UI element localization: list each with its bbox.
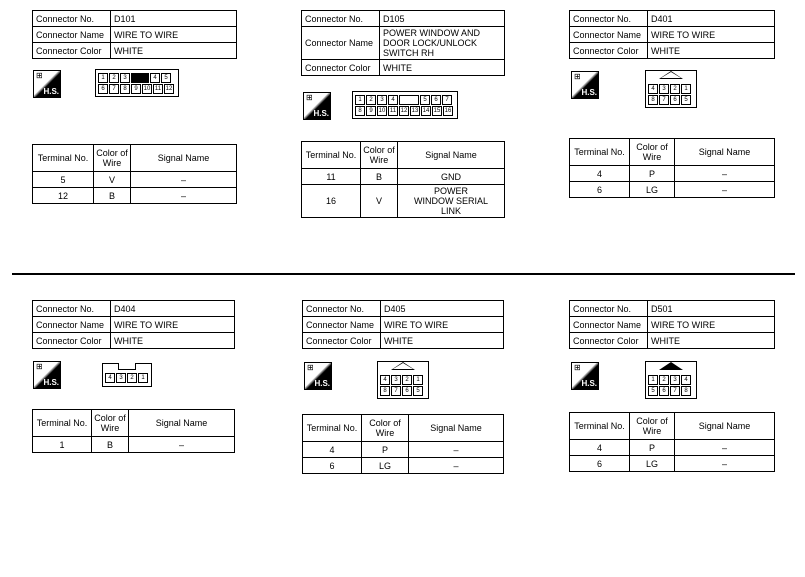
key-pin	[131, 73, 149, 83]
table-row	[302, 169, 505, 185]
pin: 4	[648, 84, 658, 94]
connector-no-value: D101	[111, 11, 237, 27]
pin: 7	[659, 95, 669, 105]
terminal-no-cell: 4	[303, 442, 362, 458]
pin: 2	[659, 375, 669, 385]
harness-side-icon	[571, 71, 599, 99]
connector-name-value: WIRE TO WIRE	[648, 27, 775, 43]
color-of-wire-header: Color of Wire	[94, 145, 131, 172]
terminal-table-d401-wrap	[569, 138, 775, 198]
connector-no-value: D405	[381, 301, 504, 317]
pin: 3	[391, 375, 401, 385]
pin: 6	[659, 386, 669, 396]
connector-block-d501	[569, 300, 775, 349]
pin: 13	[411, 108, 419, 114]
connector-color-value: WHITE	[648, 333, 775, 349]
signal-name-cell: GND	[398, 169, 505, 185]
pin: 7	[391, 386, 401, 396]
pin: 10	[378, 108, 386, 114]
terminal-no-cell: 6	[570, 456, 630, 472]
connector-name-label: Connector Name	[570, 317, 648, 333]
pin: 2	[670, 84, 680, 94]
connector-name-label: Connector Name	[33, 27, 111, 43]
table-row	[570, 166, 775, 182]
color-of-wire-header: Color of Wire	[630, 413, 675, 440]
pin: 3	[377, 95, 387, 105]
connector-color-value: WHITE	[648, 43, 775, 59]
connector-glyph-icon: ⊞	[306, 93, 313, 102]
pin: 2	[366, 95, 376, 105]
connector-info-table	[569, 10, 775, 59]
pin: 6	[402, 386, 412, 396]
wire-color-cell: P	[630, 166, 675, 182]
connector-glyph-icon: ⊞	[307, 363, 314, 372]
harness-side-icon	[571, 362, 599, 390]
connector-name-value: WIRE TO WIRE	[648, 317, 775, 333]
wire-color-cell: LG	[362, 458, 409, 474]
connector-no-value: D404	[111, 301, 235, 317]
connector-name-label: Connector Name	[33, 317, 111, 333]
hs-label: H.S.	[581, 379, 597, 388]
color-of-wire-header: Color of Wire	[362, 415, 409, 442]
table-row	[303, 458, 504, 474]
connector-no-value: D501	[648, 301, 775, 317]
pin: 2	[402, 375, 412, 385]
pin: 8	[380, 386, 390, 396]
pin: 3	[670, 375, 680, 385]
signal-name-header: Signal Name	[409, 415, 504, 442]
pin: 9	[366, 106, 376, 116]
terminal-no-cell: 1	[33, 437, 92, 453]
pin: 14	[422, 108, 430, 114]
wire-color-cell: B	[94, 188, 131, 204]
terminal-table	[32, 409, 235, 453]
terminal-table-d405-wrap	[302, 414, 504, 474]
wire-color-cell: V	[94, 172, 131, 188]
pin: 2	[109, 73, 119, 83]
pin: 1	[413, 375, 423, 385]
signal-name-cell: –	[409, 458, 504, 474]
terminal-table-d501-wrap	[569, 412, 775, 472]
connector-block-d101	[32, 10, 237, 59]
pin: 7	[670, 386, 680, 396]
terminal-no-cell: 4	[570, 440, 630, 456]
signal-name-cell: –	[131, 188, 237, 204]
wire-color-cell: LG	[630, 456, 675, 472]
signal-name-cell: –	[675, 456, 775, 472]
terminal-no-cell: 6	[303, 458, 362, 474]
terminal-no-header: Terminal No.	[302, 142, 361, 169]
terminal-no-cell: 6	[570, 182, 630, 198]
pin: 8	[355, 106, 365, 116]
terminal-no-cell: 12	[33, 188, 94, 204]
latch-icon	[391, 362, 415, 370]
connector-block-d401	[569, 10, 775, 59]
connector-glyph-icon: ⊞	[36, 71, 43, 80]
latch-icon	[659, 362, 683, 370]
connector-color-label: Connector Color	[570, 43, 648, 59]
signal-name-cell: –	[675, 166, 775, 182]
wire-color-cell: P	[630, 440, 675, 456]
connector-glyph-icon: ⊞	[36, 362, 43, 371]
connector-name-label: Connector Name	[303, 317, 381, 333]
connector-no-label: Connector No.	[570, 301, 648, 317]
terminal-no-cell: 16	[302, 185, 361, 218]
pin: 12	[165, 86, 173, 92]
table-row	[33, 437, 235, 453]
wire-color-cell: B	[361, 169, 398, 185]
color-of-wire-header: Color of Wire	[361, 142, 398, 169]
pin: 10	[143, 86, 151, 92]
pin: 7	[442, 95, 452, 105]
connector-name-label: Connector Name	[302, 27, 380, 60]
connector-no-label: Connector No.	[570, 11, 648, 27]
connector-color-value: WHITE	[111, 333, 235, 349]
harness-side-icon	[304, 362, 332, 390]
pin: 3	[116, 373, 126, 383]
hs-label: H.S.	[581, 88, 597, 97]
terminal-table-d101-wrap	[32, 144, 237, 204]
pin: 15	[433, 108, 441, 114]
signal-name-header: Signal Name	[131, 145, 237, 172]
terminal-no-cell: 5	[33, 172, 94, 188]
connector-color-label: Connector Color	[303, 333, 381, 349]
terminal-no-header: Terminal No.	[570, 413, 630, 440]
pin: 4	[380, 375, 390, 385]
connector-color-label: Connector Color	[302, 60, 380, 76]
connector-name-value: WIRE TO WIRE	[381, 317, 504, 333]
terminal-no-cell: 11	[302, 169, 361, 185]
signal-name-cell: –	[675, 440, 775, 456]
pin: 4	[105, 373, 115, 383]
connector-color-value: WHITE	[380, 60, 505, 76]
table-row	[303, 442, 504, 458]
pin: 5	[413, 386, 423, 396]
pin: 4	[388, 95, 398, 105]
connector-face-diagram	[102, 363, 152, 387]
terminal-table-d404-wrap	[32, 409, 235, 453]
connector-face-diagram	[95, 69, 179, 97]
hs-label: H.S.	[43, 378, 59, 387]
connector-name-value: POWER WINDOW AND DOOR LOCK/UNLOCK SWITCH RH	[380, 27, 505, 60]
connector-name-label: Connector Name	[570, 27, 648, 43]
pin: 1	[98, 73, 108, 83]
terminal-no-header: Terminal No.	[33, 410, 92, 437]
terminal-table	[569, 138, 775, 198]
connector-face-diagram	[352, 91, 458, 119]
table-row	[570, 456, 775, 472]
pin: 2	[127, 373, 137, 383]
latch-icon	[118, 363, 136, 370]
pin: 6	[431, 95, 441, 105]
signal-name-cell: –	[129, 437, 235, 453]
harness-side-icon	[303, 92, 331, 120]
pin: 1	[138, 373, 148, 383]
wire-color-cell: B	[92, 437, 129, 453]
pin: 5	[420, 95, 430, 105]
connector-color-label: Connector Color	[570, 333, 648, 349]
harness-side-icon	[33, 70, 61, 98]
pin: 16	[444, 108, 452, 114]
table-row	[33, 188, 237, 204]
connector-block-d404	[32, 300, 235, 349]
signal-name-cell: –	[131, 172, 237, 188]
terminal-no-header: Terminal No.	[33, 145, 94, 172]
pin: 1	[355, 95, 365, 105]
table-row	[570, 440, 775, 456]
pin: 3	[659, 84, 669, 94]
terminal-table-d105-wrap	[301, 141, 505, 218]
pin: 11	[389, 108, 397, 114]
connector-name-value: WIRE TO WIRE	[111, 27, 237, 43]
key-slot	[399, 95, 419, 105]
connector-block-d105	[301, 10, 505, 76]
table-row	[570, 182, 775, 198]
connector-info-table	[301, 10, 505, 76]
connector-color-label: Connector Color	[33, 333, 111, 349]
hs-label: H.S.	[313, 109, 329, 118]
table-row	[302, 185, 505, 218]
connector-info-table	[302, 300, 504, 349]
terminal-table	[302, 414, 504, 474]
pin: 3	[120, 73, 130, 83]
connector-info-table	[32, 300, 235, 349]
connector-color-label: Connector Color	[33, 43, 111, 59]
connector-glyph-icon: ⊞	[574, 363, 581, 372]
terminal-table	[301, 141, 505, 218]
hs-label: H.S.	[43, 87, 59, 96]
connector-block-d405	[302, 300, 504, 349]
pin: 4	[681, 375, 691, 385]
pin: 7	[109, 84, 119, 94]
pin: 6	[98, 84, 108, 94]
signal-name-cell: –	[409, 442, 504, 458]
connector-face-diagram	[645, 70, 697, 108]
signal-name-cell: –	[675, 182, 775, 198]
color-of-wire-header: Color of Wire	[92, 410, 129, 437]
pin: 1	[648, 375, 658, 385]
connector-no-value: D401	[648, 11, 775, 27]
pin: 4	[150, 73, 160, 83]
terminal-no-header: Terminal No.	[303, 415, 362, 442]
connector-face-diagram	[377, 361, 429, 399]
connector-info-table	[569, 300, 775, 349]
connector-no-value: D105	[380, 11, 505, 27]
hs-label: H.S.	[314, 379, 330, 388]
latch-icon	[659, 71, 683, 79]
signal-name-cell: POWER WINDOW SERIAL LINK	[398, 185, 505, 218]
signal-name-header: Signal Name	[398, 142, 505, 169]
connector-no-label: Connector No.	[33, 11, 111, 27]
pin: 1	[681, 84, 691, 94]
section-divider	[12, 273, 795, 275]
terminal-no-header: Terminal No.	[570, 139, 630, 166]
pin: 8	[120, 84, 130, 94]
terminal-no-cell: 4	[570, 166, 630, 182]
wire-color-cell: P	[362, 442, 409, 458]
terminal-table	[569, 412, 775, 472]
connector-no-label: Connector No.	[302, 11, 380, 27]
signal-name-header: Signal Name	[129, 410, 235, 437]
table-row	[33, 172, 237, 188]
pin: 5	[681, 95, 691, 105]
pin: 6	[670, 95, 680, 105]
color-of-wire-header: Color of Wire	[630, 139, 675, 166]
pin: 11	[154, 86, 162, 92]
pin: 9	[131, 84, 141, 94]
wire-color-cell: LG	[630, 182, 675, 198]
connector-color-value: WHITE	[381, 333, 504, 349]
connector-no-label: Connector No.	[33, 301, 111, 317]
connector-color-value: WHITE	[111, 43, 237, 59]
pin: 8	[681, 386, 691, 396]
connector-no-label: Connector No.	[303, 301, 381, 317]
terminal-table	[32, 144, 237, 204]
pin: 8	[648, 95, 658, 105]
connector-info-table	[32, 10, 237, 59]
pin: 5	[161, 73, 171, 83]
pin: 12	[400, 108, 408, 114]
harness-side-icon	[33, 361, 61, 389]
signal-name-header: Signal Name	[675, 413, 775, 440]
pin: 5	[648, 386, 658, 396]
wire-color-cell: V	[361, 185, 398, 218]
connector-name-value: WIRE TO WIRE	[111, 317, 235, 333]
signal-name-header: Signal Name	[675, 139, 775, 166]
connector-glyph-icon: ⊞	[574, 72, 581, 81]
connector-face-diagram	[645, 361, 697, 399]
